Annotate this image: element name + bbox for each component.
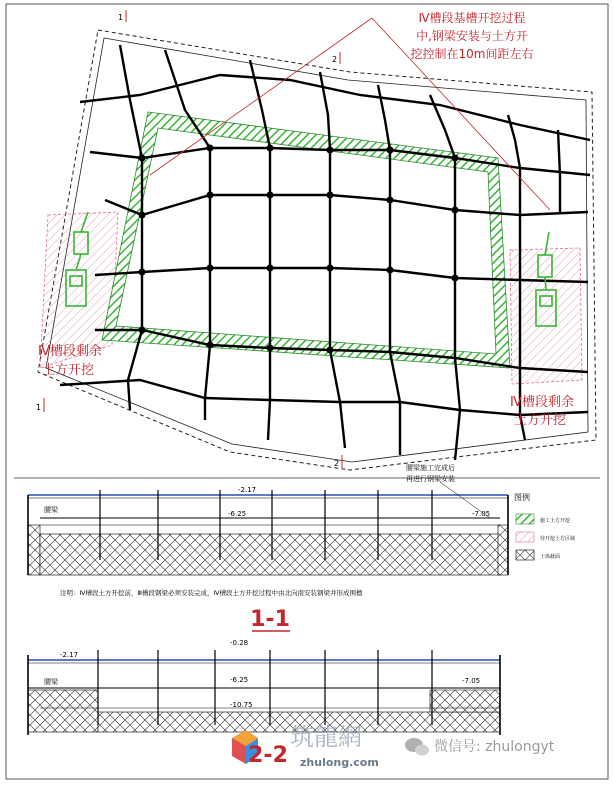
annotation-line-3: 挖控制在10m间距左右: [410, 47, 534, 61]
section-2-2: [28, 639, 500, 735]
section2-elev-b: -6.25: [230, 676, 249, 684]
section1-soil-right: [498, 525, 508, 575]
section2-soil-right: [430, 690, 500, 712]
section-mark-2-top: 2: [332, 55, 338, 64]
watermark-site: zhulong.com: [300, 756, 379, 769]
section1-callout-2: 再进行钢梁安装: [406, 475, 455, 483]
section1-note: 注明：Ⅳ槽段土方开挖前，Ⅲ槽段钢梁必须安装完成，Ⅳ槽段土方开挖过程中由北向南安装钢梁并形成围檩: [60, 589, 363, 597]
legend: [514, 492, 575, 560]
watermark-brand: 筑龍網: [290, 723, 362, 751]
section2-elev-c: -10.75: [230, 701, 253, 709]
section1-beam-label: 腰梁: [44, 506, 58, 514]
section-mark-1-top: 1: [118, 13, 124, 22]
section1-soil-body: [40, 534, 500, 575]
beam-nodes: [139, 145, 459, 354]
section2-elev-a: -0.28: [230, 639, 249, 647]
legend-item-1: 施工土方开挖: [540, 518, 571, 524]
legend-item-2: 待开挖土方区域: [540, 536, 576, 542]
plan-view: [36, 10, 596, 470]
legend-swatch-soil: [516, 550, 534, 560]
right-zone-label-1: Ⅳ槽段剩余: [510, 395, 574, 410]
legend-swatch-green: [516, 514, 534, 524]
section2-beam-label: 腰梁: [44, 678, 58, 686]
section1-elev-right: -7.05: [472, 510, 491, 518]
annotation-line-2: 中,钢梁安装与土方开: [416, 29, 528, 43]
section1-title: 1-1: [250, 607, 290, 632]
right-zone-label-2: 土方开挖: [514, 413, 567, 428]
section-mark-2-bottom: 2: [334, 459, 340, 468]
annotation-line-1: Ⅳ槽段基槽开挖过程: [418, 11, 526, 25]
section1-callout-1: 腰梁施工完成后: [406, 464, 455, 472]
legend-swatch-pink: [516, 532, 534, 542]
section-mark-1-bottom: 1: [36, 403, 42, 412]
section2-elev-right: -7.05: [462, 677, 481, 685]
section-1-1: [28, 463, 508, 632]
watermark-wechat: 微信号: zhulongyt: [434, 739, 555, 755]
wechat-icon: [405, 738, 429, 756]
left-zone-label-1: Ⅳ槽段剩余: [38, 344, 102, 359]
section1-elev-mid: -6.25: [228, 510, 247, 518]
section2-title-visible: 2-2: [248, 743, 288, 768]
legend-item-3: 土体截面: [540, 554, 561, 560]
section2-soil-left: [28, 690, 98, 732]
left-zone-label-2: 土方开挖: [42, 363, 95, 378]
section1-soil-left: [28, 525, 40, 575]
legend-title: 图例: [514, 493, 530, 502]
section2-elev-top: -2.17: [60, 651, 79, 659]
section1-elev-top: -2.17: [238, 486, 257, 494]
